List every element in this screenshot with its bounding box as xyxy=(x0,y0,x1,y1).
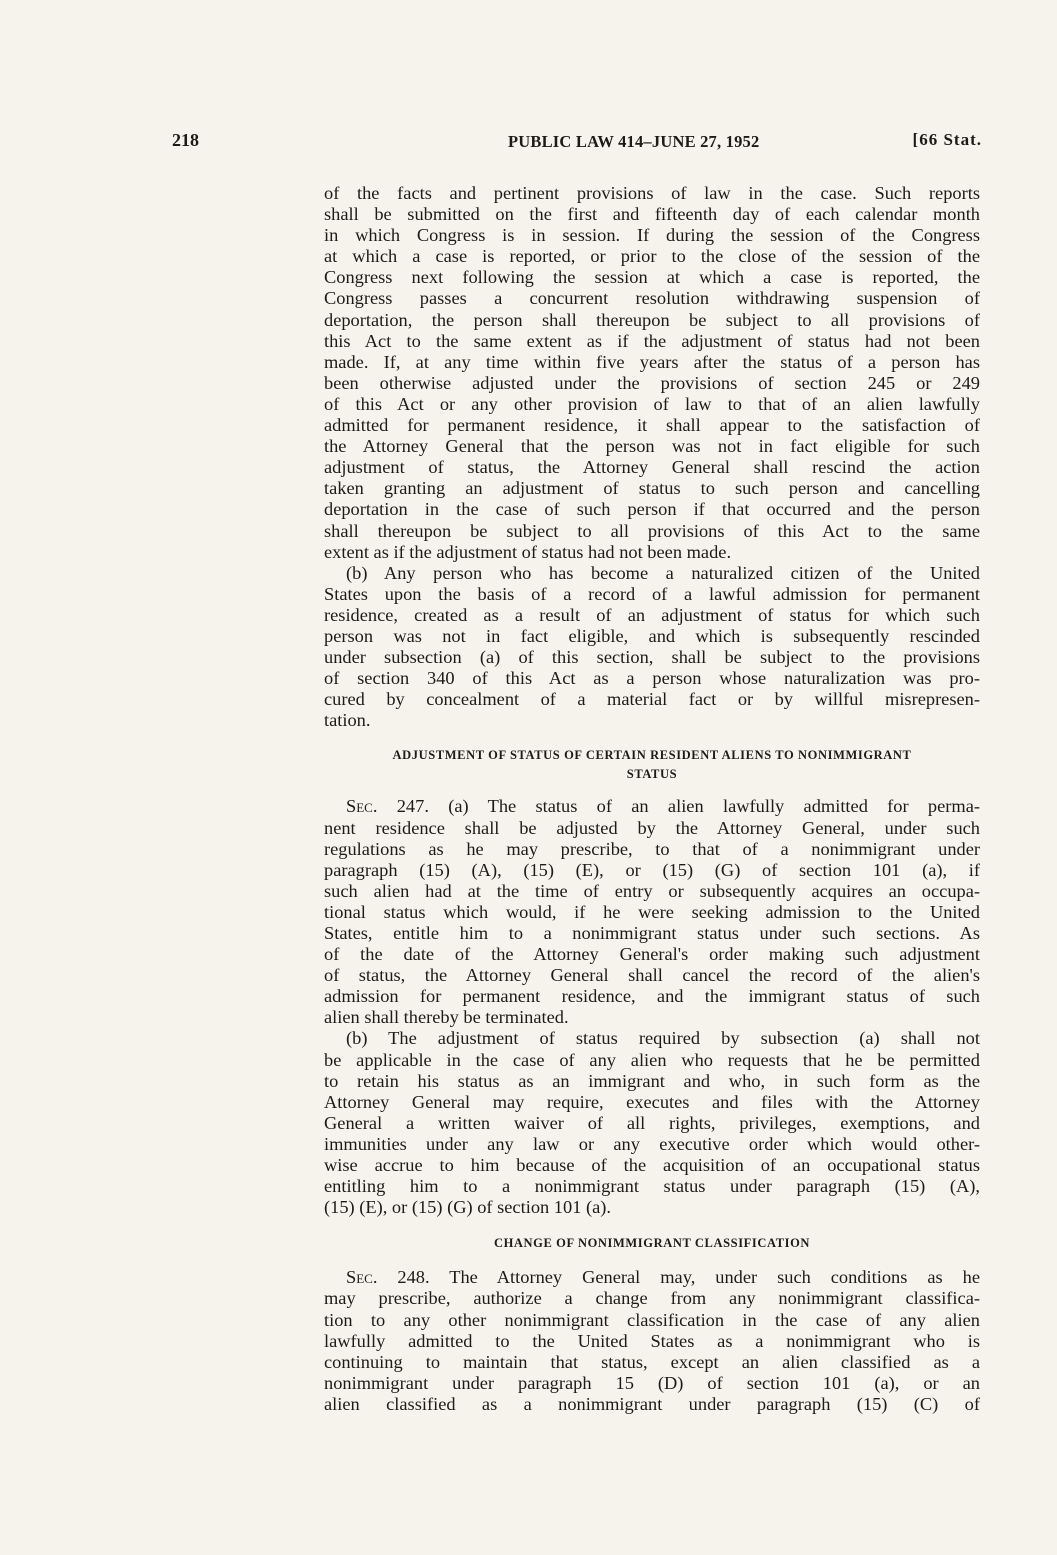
text-line: of this Act or any other provision of law to that of an alien lawfully xyxy=(324,393,980,414)
text-line: admission for permanent residence, and the immigrant status of such xyxy=(324,986,980,1007)
text-line: States upon the basis of a record of a lawful admission for permanent xyxy=(324,583,980,604)
running-title: PUBLIC LAW 414–JUNE 27, 1952 xyxy=(508,132,760,151)
running-head xyxy=(172,130,982,160)
text-line: General a written waiver of all rights, privileges, exemptions, and xyxy=(324,1112,980,1133)
page-number: 218 xyxy=(172,130,199,150)
text-line: (b) Any person who has become a naturalized citizen of the United xyxy=(346,562,980,583)
text-line: of section 340 of this Act as a person whose naturalization was pro- xyxy=(324,668,980,689)
text-line: shall thereupon be subject to all provisions of this Act to the same xyxy=(324,520,980,541)
section-label: Sec. xyxy=(346,1267,378,1288)
text-line: in which Congress is in session. If during the session of the Congress xyxy=(324,225,980,246)
heading-line: CHANGE OF NONIMMIGRANT CLASSIFICATION xyxy=(493,1236,811,1251)
section-first-line: 247. (a) The status of an alien lawfully admitted for perma- xyxy=(377,796,980,817)
statute-reference: [66 Stat. xyxy=(912,130,982,149)
section-247-b xyxy=(324,1028,980,1218)
text-line: admitted for permanent residence, it shall appear to the satisfaction of xyxy=(324,415,980,436)
text-line: (b) The adjustment of status required by subsection (a) shall not xyxy=(346,1028,980,1049)
text-line: (15) (E), or (15) (G) of section 101 (a). xyxy=(324,1197,611,1218)
text-line: tation. xyxy=(324,710,371,731)
text-line: regulations as he may prescribe, to that of a nonimmigrant under xyxy=(324,838,980,859)
paragraph-b-naturalized xyxy=(324,563,980,732)
section-heading-change-classification xyxy=(324,1234,980,1253)
body-text xyxy=(324,183,980,1415)
text-line: under subsection (a) of this section, shall be subject to the provisions xyxy=(324,647,980,668)
text-line: adjustment of status, the Attorney General shall rescind the action xyxy=(324,457,980,478)
section-first-line: 248. The Attorney General may, under such conditions as he xyxy=(377,1267,980,1288)
text-line: such alien had at the time of entry or subsequently acquires an occupa- xyxy=(324,880,980,901)
text-line: at which a case is reported, or prior to the close of the session of the xyxy=(324,246,980,267)
text-line: this Act to the same extent as if the adjustment of status had not been xyxy=(324,330,980,351)
text-line: continuing to maintain that status, except an alien classified as a xyxy=(324,1351,980,1372)
heading-line: STATUS xyxy=(626,767,678,782)
text-line: Congress next following the session at which a case is reported, the xyxy=(324,267,980,288)
text-line: alien classified as a nonimmigrant under paragraph (15) (C) of xyxy=(324,1393,980,1414)
text-line: lawfully admitted to the United States as a nonimmigrant who is xyxy=(324,1330,980,1351)
text-line: of the date of the Attorney General's order making such adjustment xyxy=(324,944,980,965)
text-line: deportation in the case of such person if that occurred and the person xyxy=(324,499,980,520)
text-line: immunities under any law or any executive order which would other- xyxy=(324,1133,980,1154)
text-line: the Attorney General that the person was not in fact eligible for such xyxy=(324,436,980,457)
text-line: been otherwise adjusted under the provisions of section 245 or 249 xyxy=(324,372,980,393)
heading-line: ADJUSTMENT OF STATUS OF CERTAIN RESIDENT ALIENS TO NONIMMIGRANT xyxy=(392,748,912,763)
section-label: Sec. xyxy=(346,796,378,817)
text-line: be applicable in the case of any alien who requests that he be permitted xyxy=(324,1049,980,1070)
text-line: States, entitle him to a nonimmigrant status under such sections. As xyxy=(324,923,980,943)
text-line: cured by concealment of a material fact or by willful misrepresen- xyxy=(324,689,980,710)
section-heading-adjustment xyxy=(324,746,980,784)
text-line: Attorney General may require, executes and files with the Attorney xyxy=(324,1091,980,1112)
text-line: residence, created as a result of an adjustment of status for which such xyxy=(324,604,980,625)
text-line: tion to any other nonimmigrant classification in the case of any alien xyxy=(324,1309,980,1330)
text-line: Congress passes a concurrent resolution withdrawing suspension of xyxy=(324,288,980,309)
text-line: paragraph (15) (A), (15) (E), or (15) (G) of section 101 (a), if xyxy=(324,859,980,880)
text-line: of the facts and pertinent provisions of law in the case. Such reports xyxy=(324,183,980,203)
text-line: deportation, the person shall thereupon be subject to all provisions of xyxy=(324,309,980,330)
text-line: alien shall thereby be terminated. xyxy=(324,1007,569,1028)
text-line xyxy=(324,796,980,817)
section-247-a xyxy=(324,796,980,1028)
text-line: shall be submitted on the first and fifteenth day of each calendar month xyxy=(324,204,980,225)
text-line xyxy=(324,1267,980,1288)
text-line: tional status which would, if he were seeking admission to the United xyxy=(324,901,980,922)
text-line: person was not in fact eligible, and which is subsequently rescinded xyxy=(324,625,980,646)
paragraph-continued xyxy=(324,183,980,563)
text-line: entitling him to a nonimmigrant status under paragraph (15) (A), xyxy=(324,1176,980,1197)
text-line: nent residence shall be adjusted by the Attorney General, under such xyxy=(324,817,980,838)
text-line: to retain his status as an immigrant and who, in such form as the xyxy=(324,1070,980,1091)
text-line: wise accrue to him because of the acquisition of an occupational status xyxy=(324,1155,980,1176)
text-line: of status, the Attorney General shall cancel the record of the alien's xyxy=(324,965,980,986)
section-248 xyxy=(324,1267,980,1415)
text-line: may prescribe, authorize a change from any nonimmigrant classifica- xyxy=(324,1288,980,1309)
text-line: extent as if the adjustment of status had not been made. xyxy=(324,541,732,562)
text-line: made. If, at any time within five years after the status of a person has xyxy=(324,351,980,372)
text-line: taken granting an adjustment of status to such person and cancelling xyxy=(324,478,980,499)
text-line: nonimmigrant under paragraph 15 (D) of section 101 (a), or an xyxy=(324,1372,980,1393)
